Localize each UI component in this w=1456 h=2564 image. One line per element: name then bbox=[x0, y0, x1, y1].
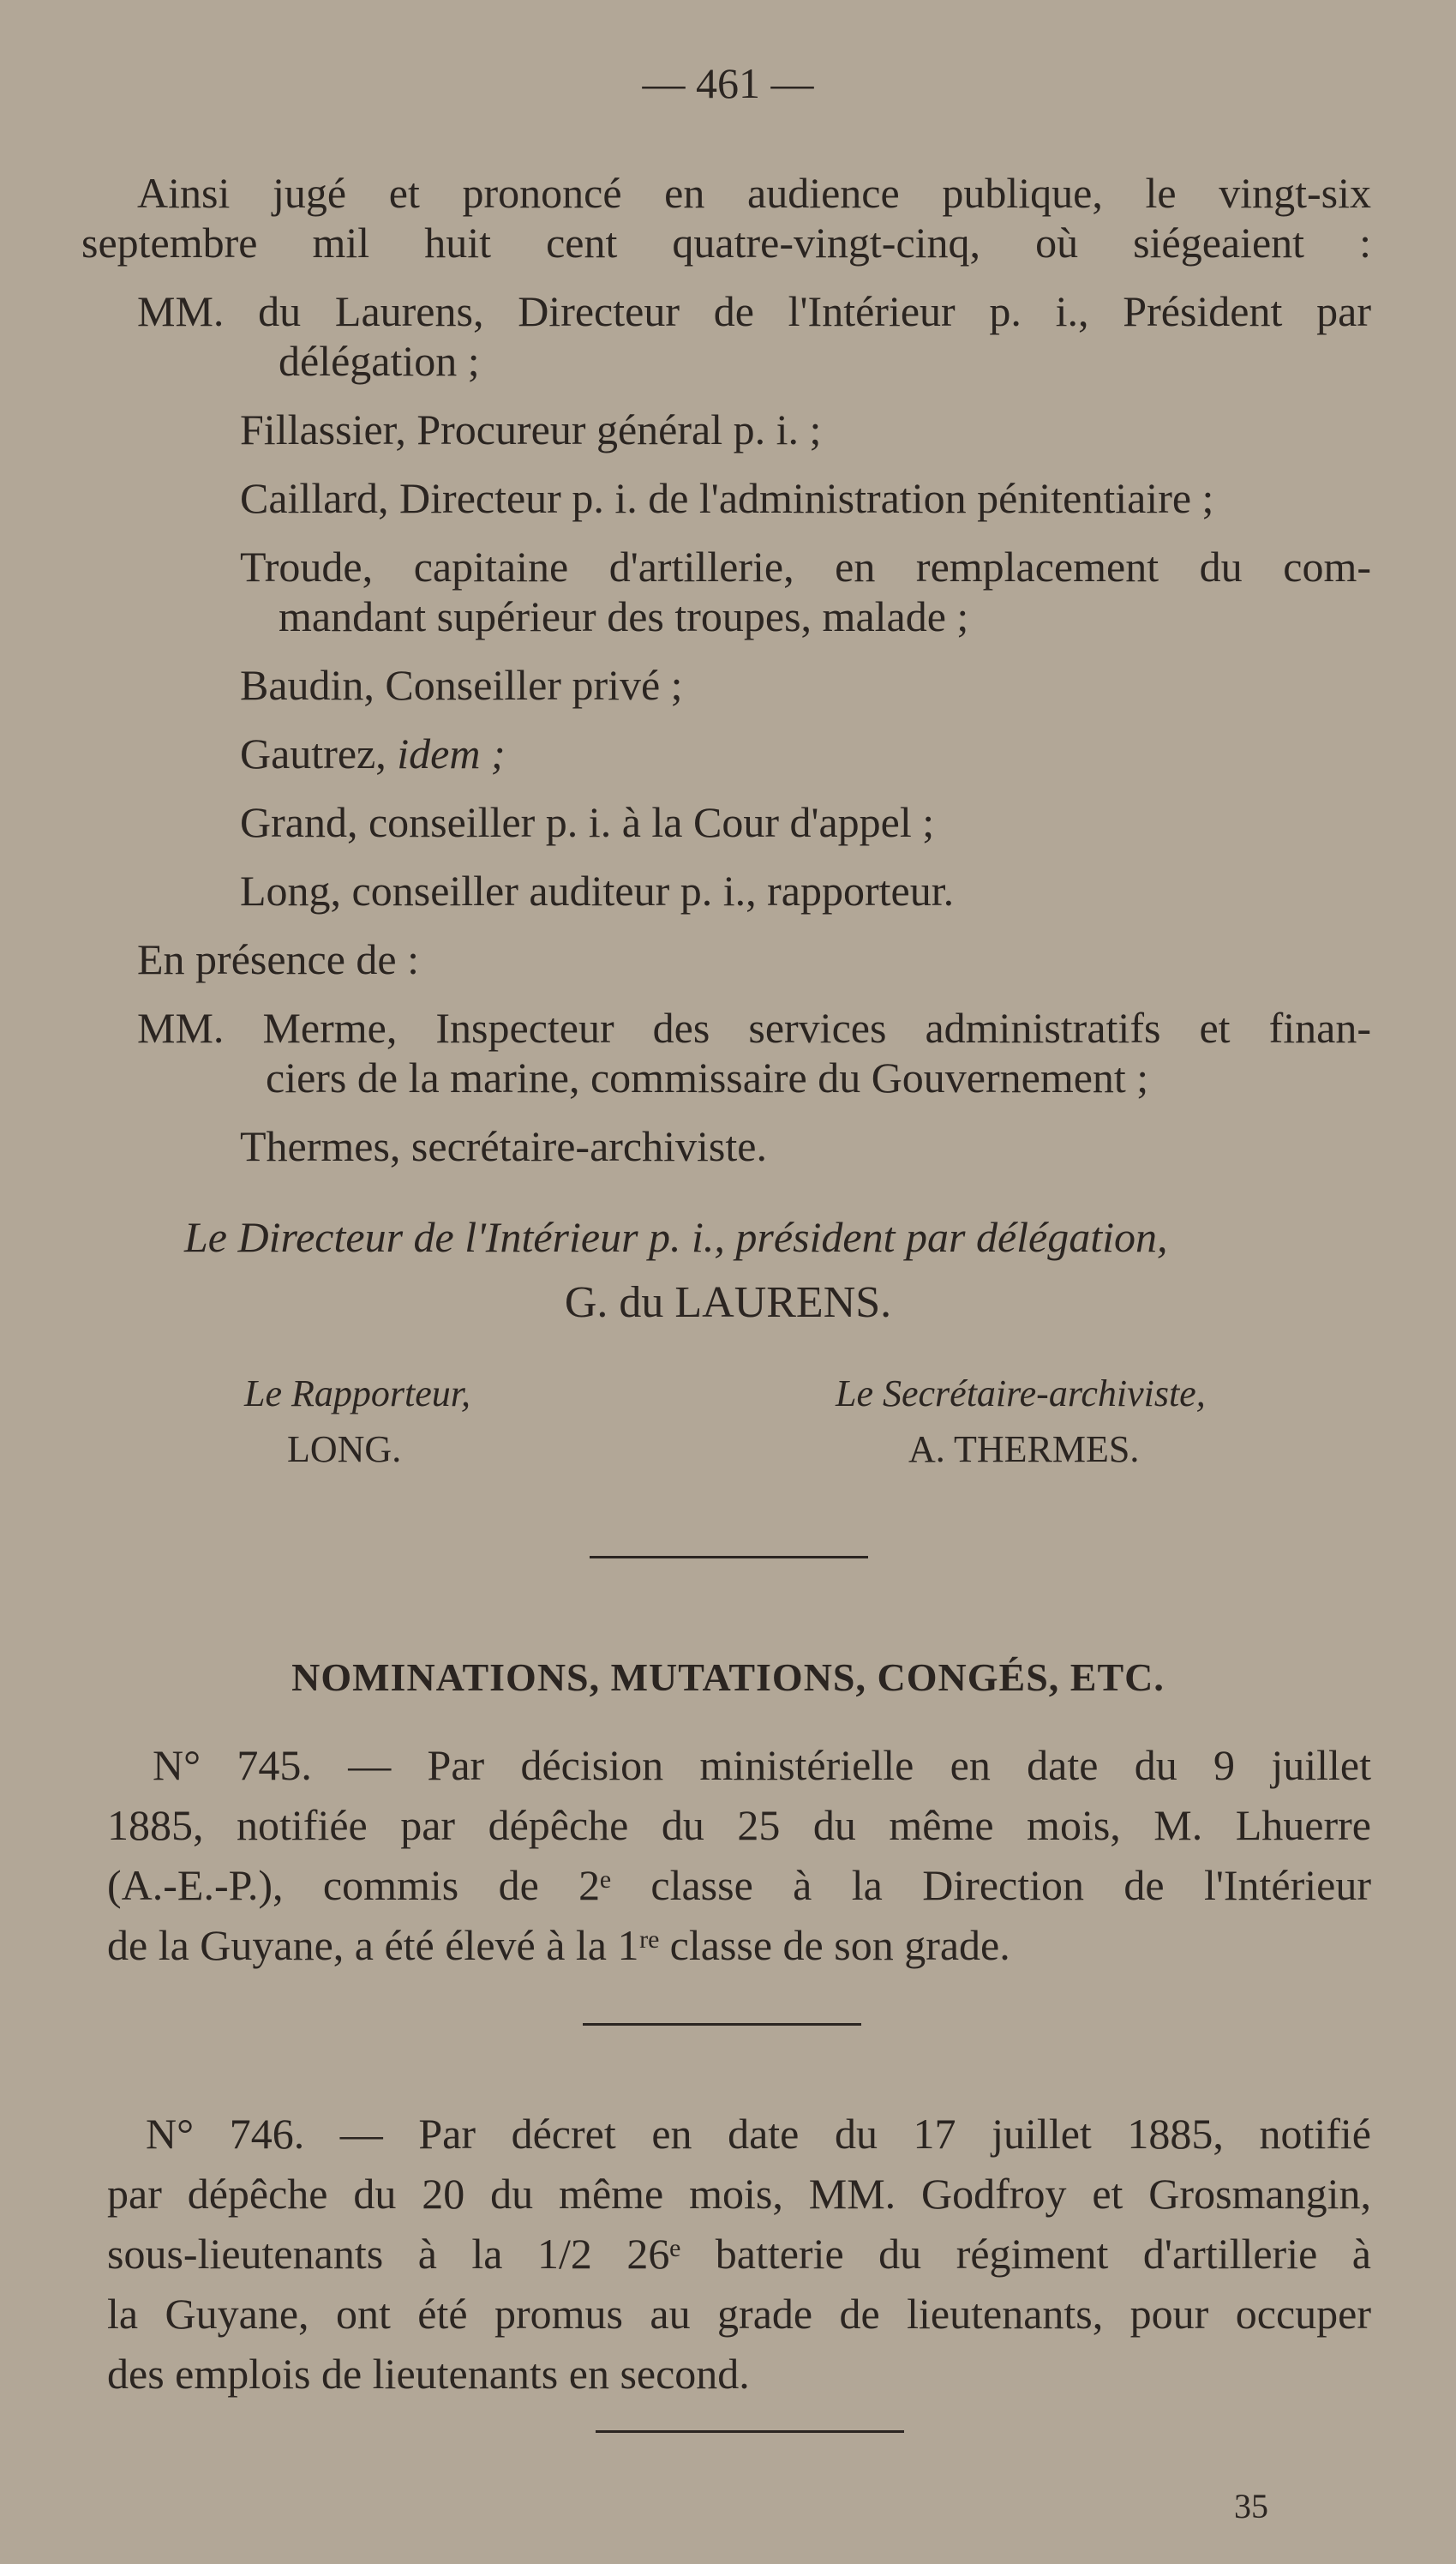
member-line: Troude, capitaine d'artillerie, en remplacement du com- bbox=[240, 543, 1371, 591]
judgment-intro-line-2: septembre mil huit cent quatre-vingt-cinq, où siégeaient : bbox=[81, 219, 1371, 267]
member-line: Fillassier, Procureur général p. i. ; bbox=[240, 405, 822, 453]
member-line: mandant supérieur des troupes, malade ; bbox=[279, 592, 969, 640]
member-line bbox=[240, 729, 506, 778]
divider-rule bbox=[583, 2023, 861, 2026]
entry-745-line: 1885, notifiée par dépêche du 25 du même mois, M. Lhuerre bbox=[107, 1801, 1371, 1849]
president-name: G. du LAURENS. bbox=[564, 1278, 892, 1327]
divider-rule bbox=[590, 1556, 868, 1558]
section-heading: NOMINATIONS, MUTATIONS, CONGÉS, ETC. bbox=[291, 1655, 1165, 1699]
entry-746-line: N° 746. — Par décret en date du 17 juillet 1885, notifié bbox=[146, 2110, 1371, 2158]
entry-746-line: sous-lieutenants à la 1/2 26ᵉ batterie du régiment d'artillerie à bbox=[107, 2230, 1371, 2278]
member-line: délégation ; bbox=[279, 337, 480, 385]
entry-746-line: la Guyane, ont été promus au grade de lieutenants, pour occuper bbox=[107, 2290, 1371, 2338]
presence-label: En présence de : bbox=[137, 935, 420, 983]
entry-746-line: des emplois de lieutenants en second. bbox=[107, 2350, 750, 2398]
presence-line: Thermes, secrétaire-archiviste. bbox=[240, 1122, 767, 1170]
page-number: — 461 — bbox=[642, 59, 814, 107]
member-idem: idem ; bbox=[397, 730, 506, 778]
judgment-intro-line-1: Ainsi jugé et prononcé en audience publique, le vingt-six bbox=[137, 169, 1371, 217]
entry-745-line: N° 745. — Par décision ministérielle en date du 9 juillet bbox=[153, 1741, 1371, 1789]
presence-line: ciers de la marine, commissaire du Gouvernement ; bbox=[266, 1054, 1149, 1102]
rapporteur-title: Le Rapporteur, bbox=[244, 1372, 470, 1414]
member-line: Long, conseiller auditeur p. i., rapporteur. bbox=[240, 867, 955, 915]
member-line: Caillard, Directeur p. i. de l'administration pénitentiaire ; bbox=[240, 474, 1214, 522]
president-title: Le Directeur de l'Intérieur p. i., président par délégation, bbox=[184, 1213, 1168, 1261]
member-line: Baudin, Conseiller privé ; bbox=[240, 661, 683, 709]
member-line: Grand, conseiller p. i. à la Cour d'appel ; bbox=[240, 798, 935, 846]
rapporteur-name: LONG. bbox=[287, 1428, 402, 1470]
member-name: Gautrez, bbox=[240, 730, 386, 778]
member-line: MM. du Laurens, Directeur de l'Intérieur p. i., Président par bbox=[137, 287, 1371, 335]
secretaire-title: Le Secrétaire-archiviste, bbox=[836, 1372, 1206, 1414]
divider-rule bbox=[596, 2430, 904, 2433]
signature-mark: 35 bbox=[1234, 2487, 1268, 2525]
entry-745-line: de la Guyane, a été élevé à la 1ʳᵉ classe de son grade. bbox=[107, 1921, 1010, 1969]
presence-line: MM. Merme, Inspecteur des services administratifs et finan- bbox=[137, 1004, 1371, 1052]
entry-746-line: par dépêche du 20 du même mois, MM. Godfroy et Grosmangin, bbox=[107, 2170, 1371, 2218]
secretaire-name: A. THERMES. bbox=[908, 1428, 1140, 1470]
entry-745-line: (A.-E.-P.), commis de 2ᵉ classe à la Direction de l'Intérieur bbox=[107, 1861, 1371, 1909]
